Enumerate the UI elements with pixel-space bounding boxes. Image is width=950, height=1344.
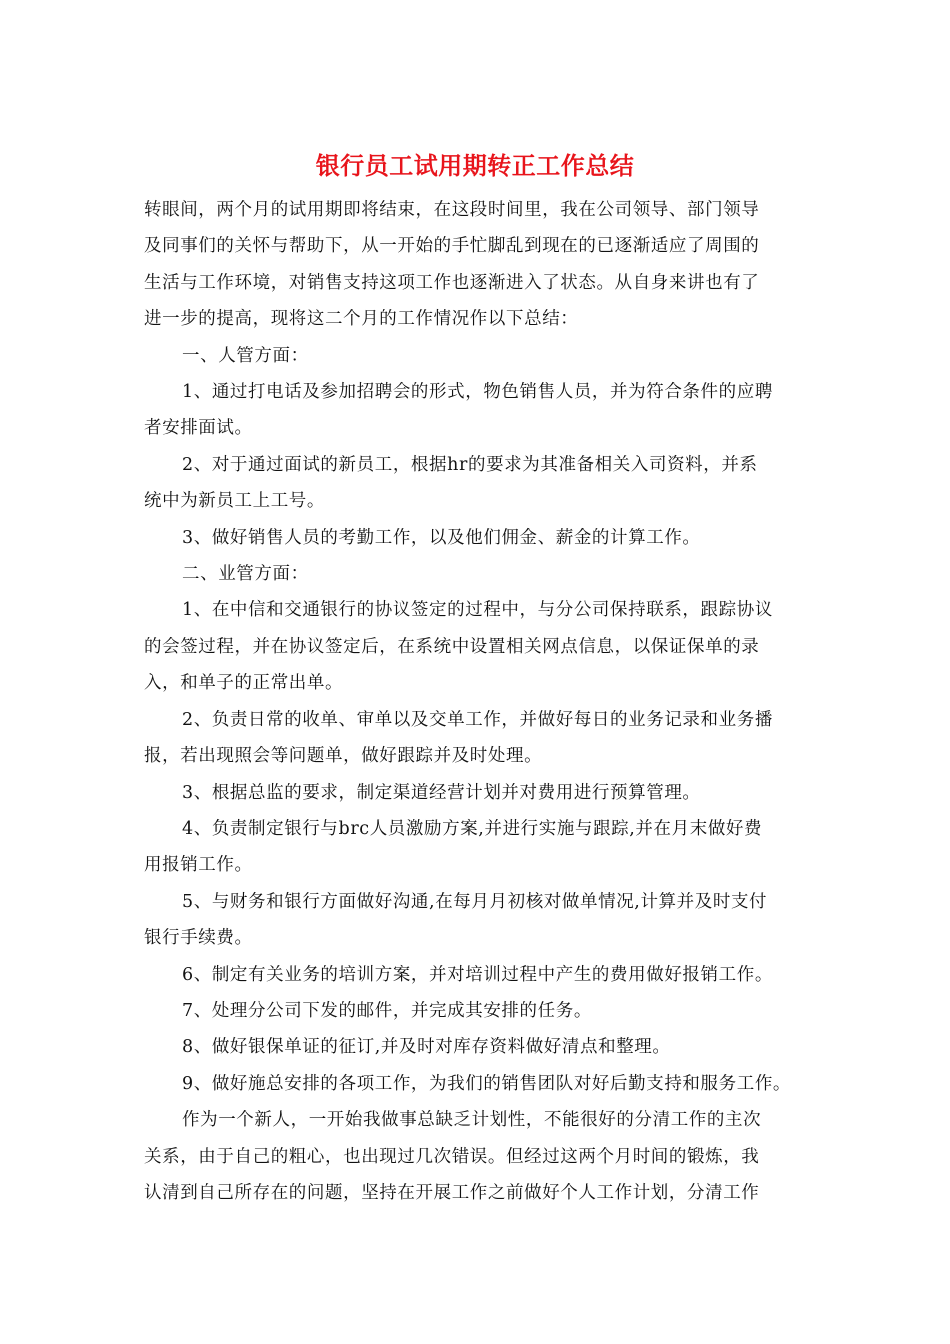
text-line: 认清到自己所存在的问题，坚持在开展工作之前做好个人工作计划，分清工作 (144, 1182, 760, 1203)
text-line: 2、对于通过面试的新员工，根据hr的要求为其准备相关入司资料，并系 (182, 454, 758, 475)
text-line: 用报销工作。 (144, 855, 253, 876)
text-line: 银行手续费。 (144, 928, 253, 949)
document-title: 银行员工试用期转正工作总结 (315, 151, 635, 180)
text-line: 二、业管方面： (182, 564, 309, 585)
text-line: 转眼间，两个月的试用期即将结束，在这段时间里，我在公司领导、部门领导 (144, 200, 760, 220)
text-line: 3、根据总监的要求，制定渠道经营计划并对费用进行预算管理。 (182, 782, 701, 803)
text-line: 作为一个新人，一开始我做事总缺乏计划性，不能很好的分清工作的主次 (182, 1110, 762, 1131)
text-line: 3、做好销售人员的考勤工作，以及他们佣金、薪金的计算工作。 (182, 527, 701, 548)
text-line: 进一步的提高，现将这二个月的工作情况作以下总结： (144, 309, 579, 330)
text-line: 关系，由于自己的粗心，也出现过几次错误。但经过这两个月时间的锻炼，我 (144, 1146, 760, 1167)
text-line: 5、与财务和银行方面做好沟通,在每月月初核对做单情况,计算并及时支付 (182, 891, 768, 912)
text-line: 6、制定有关业务的培训方案，并对培训过程中产生的费用做好报销工作。 (182, 964, 773, 985)
text-line: 1、在中信和交通银行的协议签定的过程中，与分公司保持联系，跟踪协议 (182, 600, 773, 621)
text-line: 2、负责日常的收单、审单以及交单工作，并做好每日的业务记录和业务播 (182, 709, 773, 730)
text-line: 生活与工作环境，对销售支持这项工作也逐渐进入了状态。从自身来讲也有了 (144, 272, 760, 293)
text-line: 8、做好银保单证的征订,并及时对库存资料做好清点和整理。 (182, 1037, 671, 1058)
text-line: 统中为新员工上工号。 (144, 491, 325, 512)
text-line: 9、做好施总安排的各项工作，为我们的销售团队对好后勤支持和服务工作。 (182, 1073, 792, 1094)
text-line: 的会签过程，并在协议签定后，在系统中设置相关网点信息，以保证保单的录 (144, 636, 760, 657)
text-line: 报，若出现照会等问题单，做好跟踪并及时处理。 (144, 746, 543, 767)
text-line: 1、通过打电话及参加招聘会的形式，物色销售人员，并为符合条件的应聘 (182, 382, 773, 403)
document-body (144, 192, 824, 1211)
text-line: 4、负责制定银行与brc人员激励方案,并进行实施与跟踪,并在月末做好费 (182, 818, 763, 839)
text-line: 7、处理分公司下发的邮件，并完成其安排的任务。 (182, 1000, 592, 1021)
text-line: 者安排面试。 (144, 418, 253, 439)
text-line: 及同事们的关怀与帮助下，从一开始的手忙脚乱到现在的已逐渐适应了周围的 (144, 236, 760, 257)
text-line: 一、人管方面： (182, 345, 309, 366)
text-line: 入，和单子的正常出单。 (144, 673, 344, 694)
